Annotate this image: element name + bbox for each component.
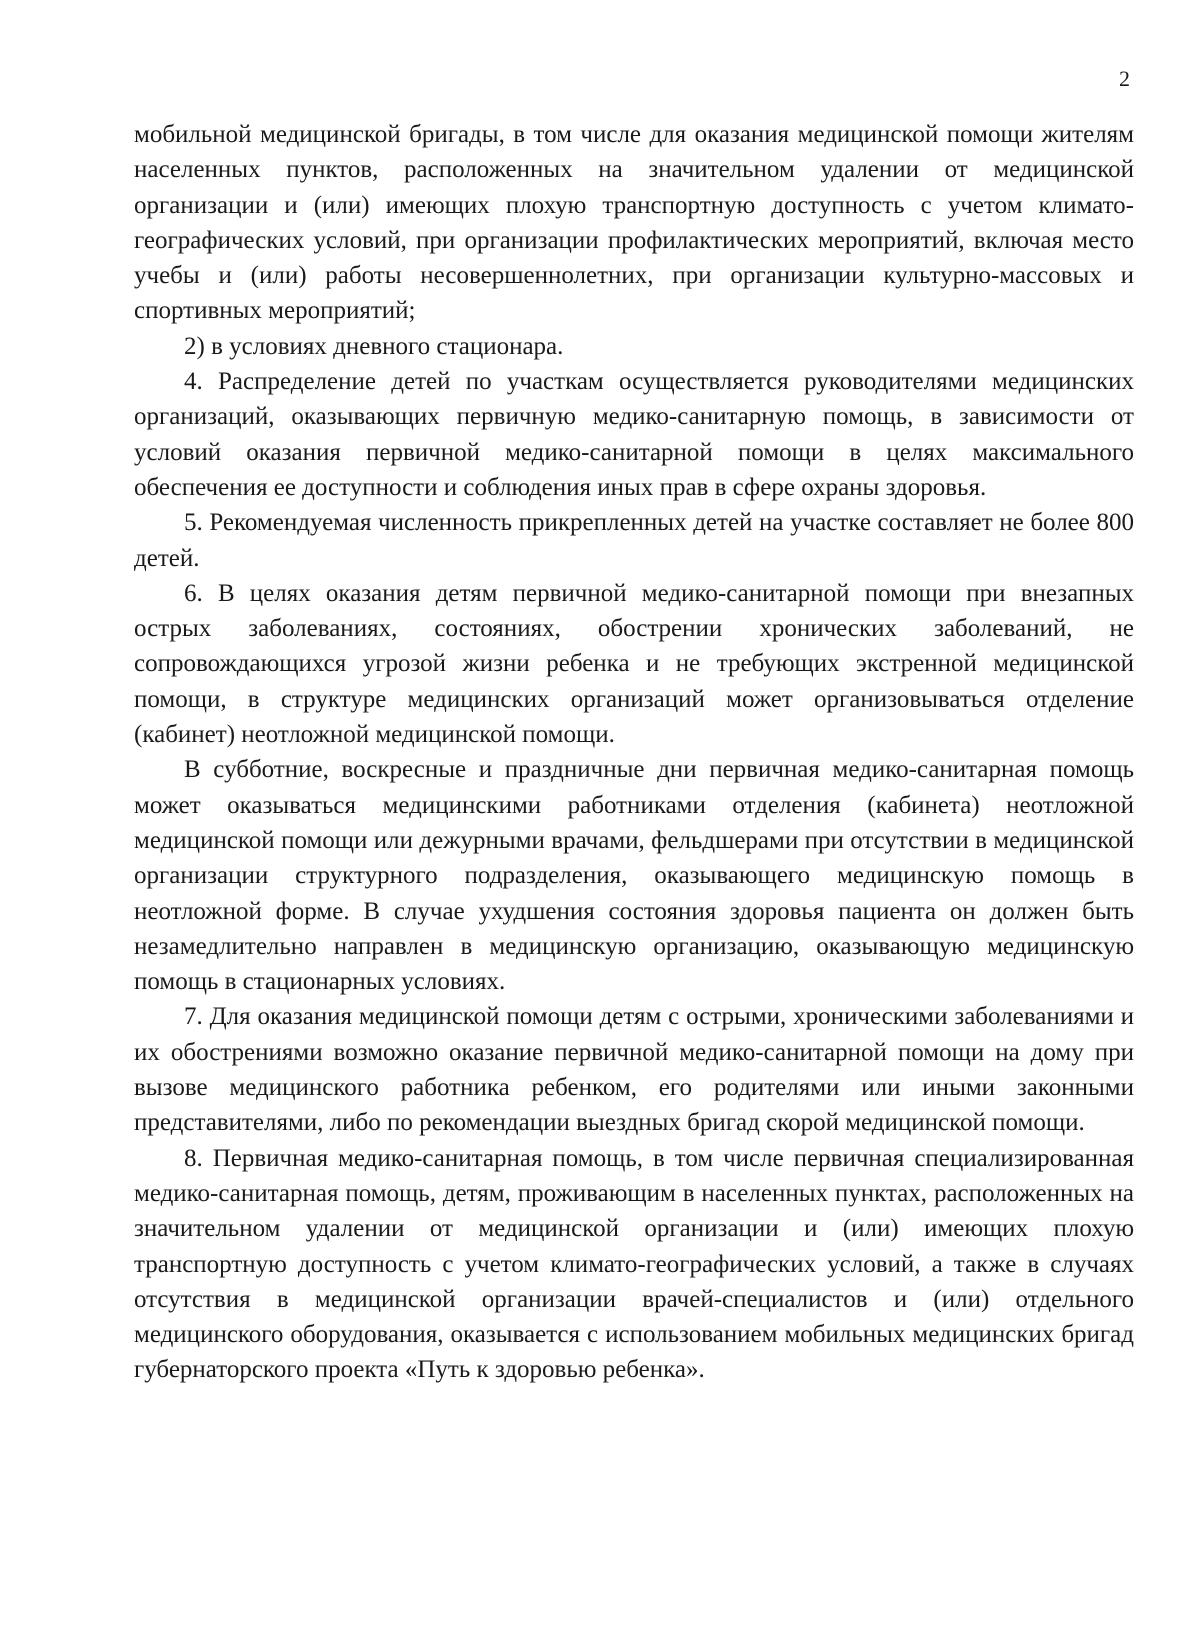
paragraph-item-2: 2) в условиях дневного стационара.	[184, 332, 564, 360]
page-number: 2	[1119, 66, 1130, 91]
paragraph-clause-8: 8. Первичная медико-санитарная помощь, в том числе первичная специализированная медико-санитарная помощь, детям, проживающим в населенных пунктах, расположенных на значительном удалении от медицинской организации и (или) имеющих плохую транспортную доступность с учетом климато-географических условий, а также в случаях отсутствия в медицинской организации врачей-специалистов и (или) отдельного медицинского оборудования, оказывается с использованием мобильных медицинских бригад губернаторского проекта «Путь к здоровью ребенка».	[134, 1144, 1134, 1384]
paragraph-clause-6: 6. В целях оказания детям первичной медико-санитарной помощи при внезапных острых заболеваниях, состояниях, обострении хронических заболеваний, не сопровождающихся угрозой жизни ребенка и не требующих экстренной медицинской помощи, в структуре медицинских организаций может организовываться отделение (кабинет) неотложной медицинской помощи.	[134, 579, 1134, 749]
paragraph-clause-5: 5. Рекомендуемая численность прикрепленных детей на участке составляет не более 800 детей.	[134, 509, 1134, 572]
document-body	[134, 117, 1134, 1388]
paragraph-weekend-care: В субботние, воскресные и праздничные дни первичная медико-санитарная помощь может оказываться медицинскими работниками отделения (кабинета) неотложной медицинской помощи или дежурными врачами, фельдшерами при отсутствии в медицинской организации структурного подразделения, оказывающего медицинскую помощь в неотложной форме. В случае ухудшения состояния здоровья пациента он должен быть незамедлительно направлен в медицинскую организацию, оказывающую медицинскую помощь в стационарных условиях.	[134, 756, 1134, 996]
paragraph-clause-7: 7. Для оказания медицинской помощи детям с острыми, хроническими заболеваниями и их обострениями возможно оказание первичной медико-санитарной помощи на дому при вызове медицинского работника ребенком, его родителями или иными законными представителями, либо по рекомендации выездных бригад скорой медицинской помощи.	[134, 1003, 1134, 1137]
paragraph-clause-4: 4. Распределение детей по участкам осуществляется руководителями медицинских организаций, оказывающих первичную медико-санитарную помощь, в зависимости от условий оказания первичной медико-санитарной помощи в целях максимального обеспечения ее доступности и соблюдения иных прав в сфере охраны здоровья.	[134, 368, 1134, 501]
paragraph-continuation: мобильной медицинской бригады, в том числе для оказания медицинской помощи жителям населенных пунктов, расположенных на значительном удалении от медицинской организации и (или) имеющих плохую транспортную доступность с учетом климато-географических условий, при организации профилактических мероприятий, включая место учебы и (или) работы несовершеннолетних, при организации культурно-массовых и спортивных мероприятий;	[134, 121, 1134, 325]
